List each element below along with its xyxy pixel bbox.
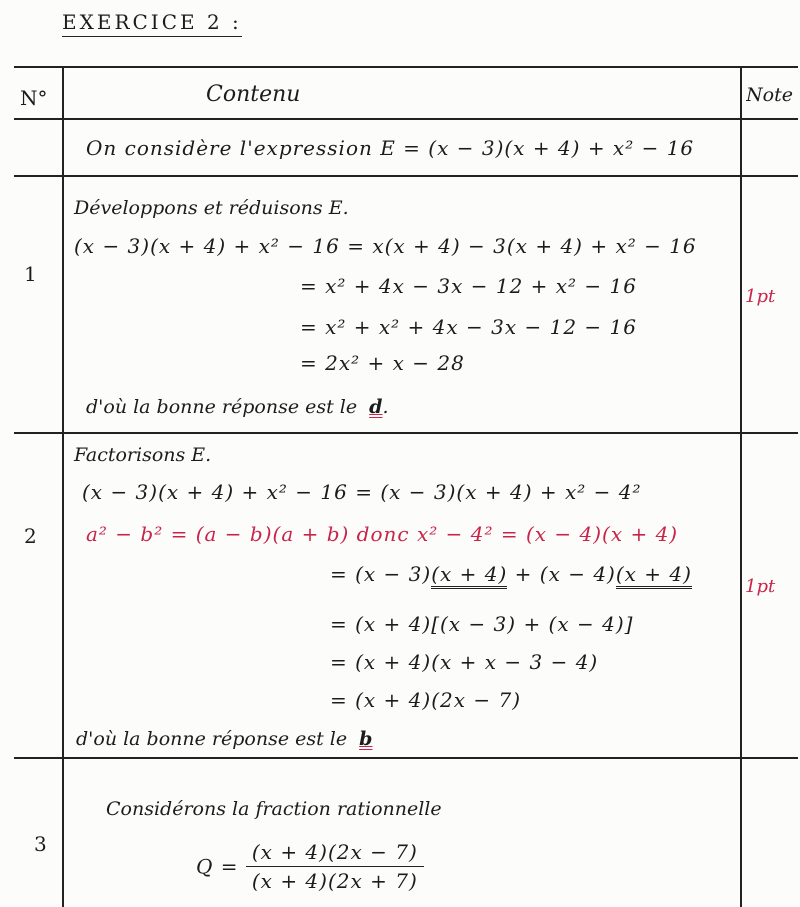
q1-conclusion-text: d'où la bonne réponse est le	[86, 396, 358, 418]
q2-number: 2	[24, 524, 37, 548]
q1-points: 1pt	[745, 286, 776, 307]
q1-line-1: (x − 3)(x + 4) + x² − 16 = x(x + 4) − 3(x + 4) + x² − 16	[74, 234, 697, 258]
q2-step-1	[330, 562, 692, 586]
q2-step1-a: = (x − 3)	[330, 562, 432, 586]
q1-line-3: = x² + x² + 4x − 3x − 12 − 16	[300, 315, 637, 339]
header-content: Contenu	[206, 82, 301, 107]
q3-number: 3	[34, 832, 47, 856]
q2-step-4: = (x + 4)(2x − 7)	[330, 688, 522, 712]
q2-heading: Factorisons E.	[74, 444, 212, 466]
row2-bottom-border	[14, 757, 798, 759]
q1-answer: d	[369, 396, 383, 418]
q2-step-2: = (x + 4)[(x − 3) + (x − 4)]	[330, 612, 634, 636]
q2-answer: b	[359, 728, 373, 750]
q2-common-factor-1: (x + 4)	[431, 562, 507, 589]
q2-step-3: = (x + 4)(x + x − 3 − 4)	[330, 650, 599, 674]
q2-identity: a² − b² = (a − b)(a + b) donc x² − 4² = (x − 4)(x + 4)	[86, 522, 679, 546]
q2-conclusion-text: d'où la bonne réponse est le	[76, 728, 348, 750]
header-bottom-border	[14, 118, 798, 120]
q3-q-label: Q =	[196, 854, 239, 879]
q3-heading: Considérons la fraction rationnelle	[106, 798, 442, 820]
q3-fraction	[196, 840, 424, 893]
header-number: N°	[20, 86, 48, 110]
col-divider-number	[62, 66, 64, 907]
intro-bottom-border	[14, 175, 798, 177]
q1-line-4: = 2x² + x − 28	[300, 351, 465, 375]
q3-fraction-body	[246, 840, 424, 893]
q2-line-1: (x − 3)(x + 4) + x² − 16 = (x − 3)(x + 4) + x² − 4²	[82, 480, 642, 504]
col-divider-note	[740, 66, 742, 907]
q3-denominator: (x + 4)(2x + 7)	[251, 869, 418, 893]
row1-bottom-border	[14, 432, 798, 434]
q2-common-factor-2: (x + 4)	[616, 562, 692, 589]
exercise-title: EXERCICE 2 :	[62, 10, 242, 37]
q1-conclusion	[86, 396, 388, 418]
q3-numerator: (x + 4)(2x − 7)	[246, 840, 424, 867]
table-top-border	[14, 66, 798, 68]
intro-expression: On considère l'expression E = (x − 3)(x + 4) + x² − 16	[86, 136, 695, 160]
q2-points: 1pt	[745, 576, 776, 597]
q1-heading: Développons et réduisons E.	[74, 197, 349, 219]
q1-number: 1	[24, 262, 37, 286]
q1-answer-end: .	[382, 396, 389, 418]
header-note: Note	[746, 84, 793, 106]
q2-step1-c: + (x − 4)	[507, 562, 616, 586]
q2-conclusion	[76, 728, 372, 750]
q1-line-2: = x² + 4x − 3x − 12 + x² − 16	[300, 274, 637, 298]
